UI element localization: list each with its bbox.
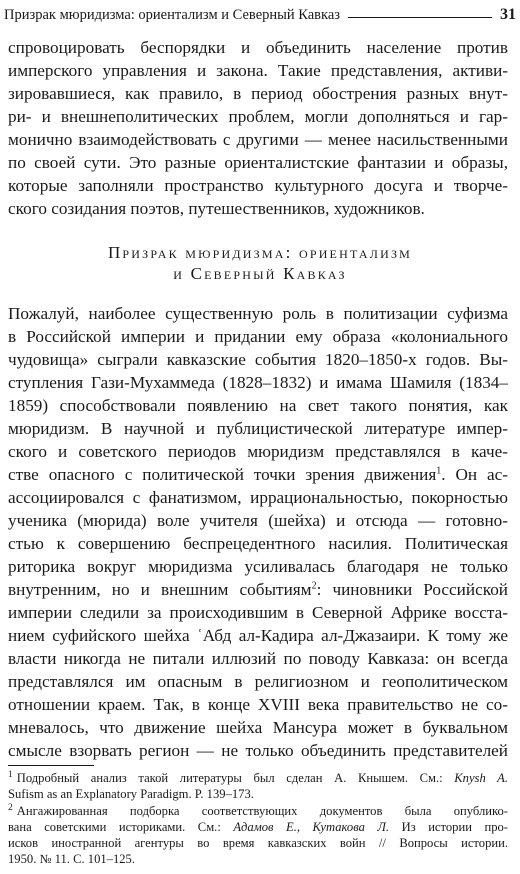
line-text: внутренним, но и внешним событиям <box>8 580 312 599</box>
text-line: которые заполняли пространство культурного досуга и творче- <box>8 176 508 195</box>
text-line: риторика вокруг мюридизма усиливалась благодаря не только <box>8 557 508 576</box>
text-line: стью к совершению беспрецедентного насилия. Политическая <box>8 534 508 553</box>
text-line: монично взаимодействовать с другими — менее насильственными <box>8 130 508 149</box>
text-line: ступления Гази-Мухаммеда (1828–1832) и имама Шамиля (1834– <box>8 373 508 392</box>
footnote-number: 2 <box>8 802 13 813</box>
text-line: мневалось, что движение шейха Мансура может в буквальном <box>8 718 508 737</box>
footnote-marker-2[interactable]: 2 <box>311 580 317 592</box>
running-header <box>4 4 516 24</box>
text-line: ского и советского периодов мюридизм представлялся в каче- <box>8 442 508 461</box>
text-line-with-footnote <box>8 579 508 601</box>
footnote-text: вана советскими историками. См.: <box>8 820 234 834</box>
text-line: ассоциировался с фанатизмом, иррациональностью, покорностью <box>8 488 508 507</box>
footnote-rule <box>8 765 94 766</box>
text-line: спровоцировать беспорядки и объединить население против <box>8 38 508 57</box>
footnote-2-line: 1950. № 11. С. 101–125. <box>8 852 135 866</box>
text-line: зировавшиеся, как правило, в период обострения разных внут- <box>8 84 508 103</box>
text-line: чудовища» сыграли кавказские события 1820–1850-х годов. Вы- <box>8 350 508 369</box>
footnote-1-line: Sufism as an Explanatory Paradigm. P. 139–173. <box>8 787 254 801</box>
footnote-1-line <box>8 770 508 786</box>
text-line: 1859) способствовали появлению на свет такого понятия, как <box>8 396 508 415</box>
footnote-text: Ангажированная подборка соответствующих документов была опублико- <box>16 804 508 818</box>
running-title: Призрак мюридизма: ориентализм и Северный Кавказ <box>4 7 341 23</box>
footnote-author: Адамов Е., Кутакова Л. <box>233 820 390 834</box>
text-line: империи следили за происходившим в Северной Африке восста- <box>8 603 508 622</box>
text-line: ского созидания поэтов, путешественников, художников. <box>8 199 425 218</box>
line-text: стве опасного с политической точки зрения движения <box>8 465 437 484</box>
footnote-2-line <box>8 803 508 819</box>
page-number: 31 <box>500 6 516 23</box>
text-line: в Российской империи и придании ему образа «колониального <box>8 327 508 346</box>
text-line: ученика (мюрида) воле учителя (шейха) и отсюда — готовно- <box>8 511 508 530</box>
text-line: смысле взорвать регион — не только объединить представителей <box>8 741 508 760</box>
text-line: имперского управления и закона. Такие представления, активи- <box>8 61 508 80</box>
text-line: нием суфийского шейха ʿАбд ал-Кадира ал-Джазаири. К тому же <box>8 626 508 645</box>
line-text-tail: . Он ас- <box>441 465 508 484</box>
section-heading-line-2: и Северный Кавказ <box>173 264 347 283</box>
text-line-with-footnote <box>8 464 508 486</box>
header-rule <box>348 17 492 18</box>
text-line: представлялся им опасным в религиозном и геополитическом <box>8 672 508 691</box>
section-heading-line-1: Призрак мюридизма: ориентализм <box>107 243 413 262</box>
line-text-tail: : чиновники Российской <box>316 580 508 599</box>
footnote-2-line: исков иностранной агентуры во время кавказских войн // Вопросы истории. <box>8 836 508 850</box>
footnote-marker-1[interactable]: 1 <box>436 465 442 477</box>
text-line: власти никогда не питали иллюзий по поводу Кавказа: он всегда <box>8 649 508 668</box>
footnote-text: Подробный анализ такой литературы был сделан А. Кнышем. См.: <box>16 771 455 785</box>
footnote-2-line <box>8 819 508 835</box>
text-line: ри- и внешнеполитических проблем, могли дополняться и гар- <box>8 107 508 126</box>
text-line: Пожалуй, наиболее существенную роль в политизации суфизма <box>8 304 508 323</box>
footnote-author: Knysh A. <box>454 771 508 785</box>
footnote-number: 1 <box>8 769 13 780</box>
text-line: по своей сути. Это разные ориенталистские фантазии и образы, <box>8 153 508 172</box>
text-line: мюридизм. В научной и публицистической литературе импер- <box>8 419 508 438</box>
text-line: отношении краем. Так, в конце XVIII века правительство не со- <box>8 695 508 714</box>
footnote-text: Из истории про- <box>389 820 508 834</box>
